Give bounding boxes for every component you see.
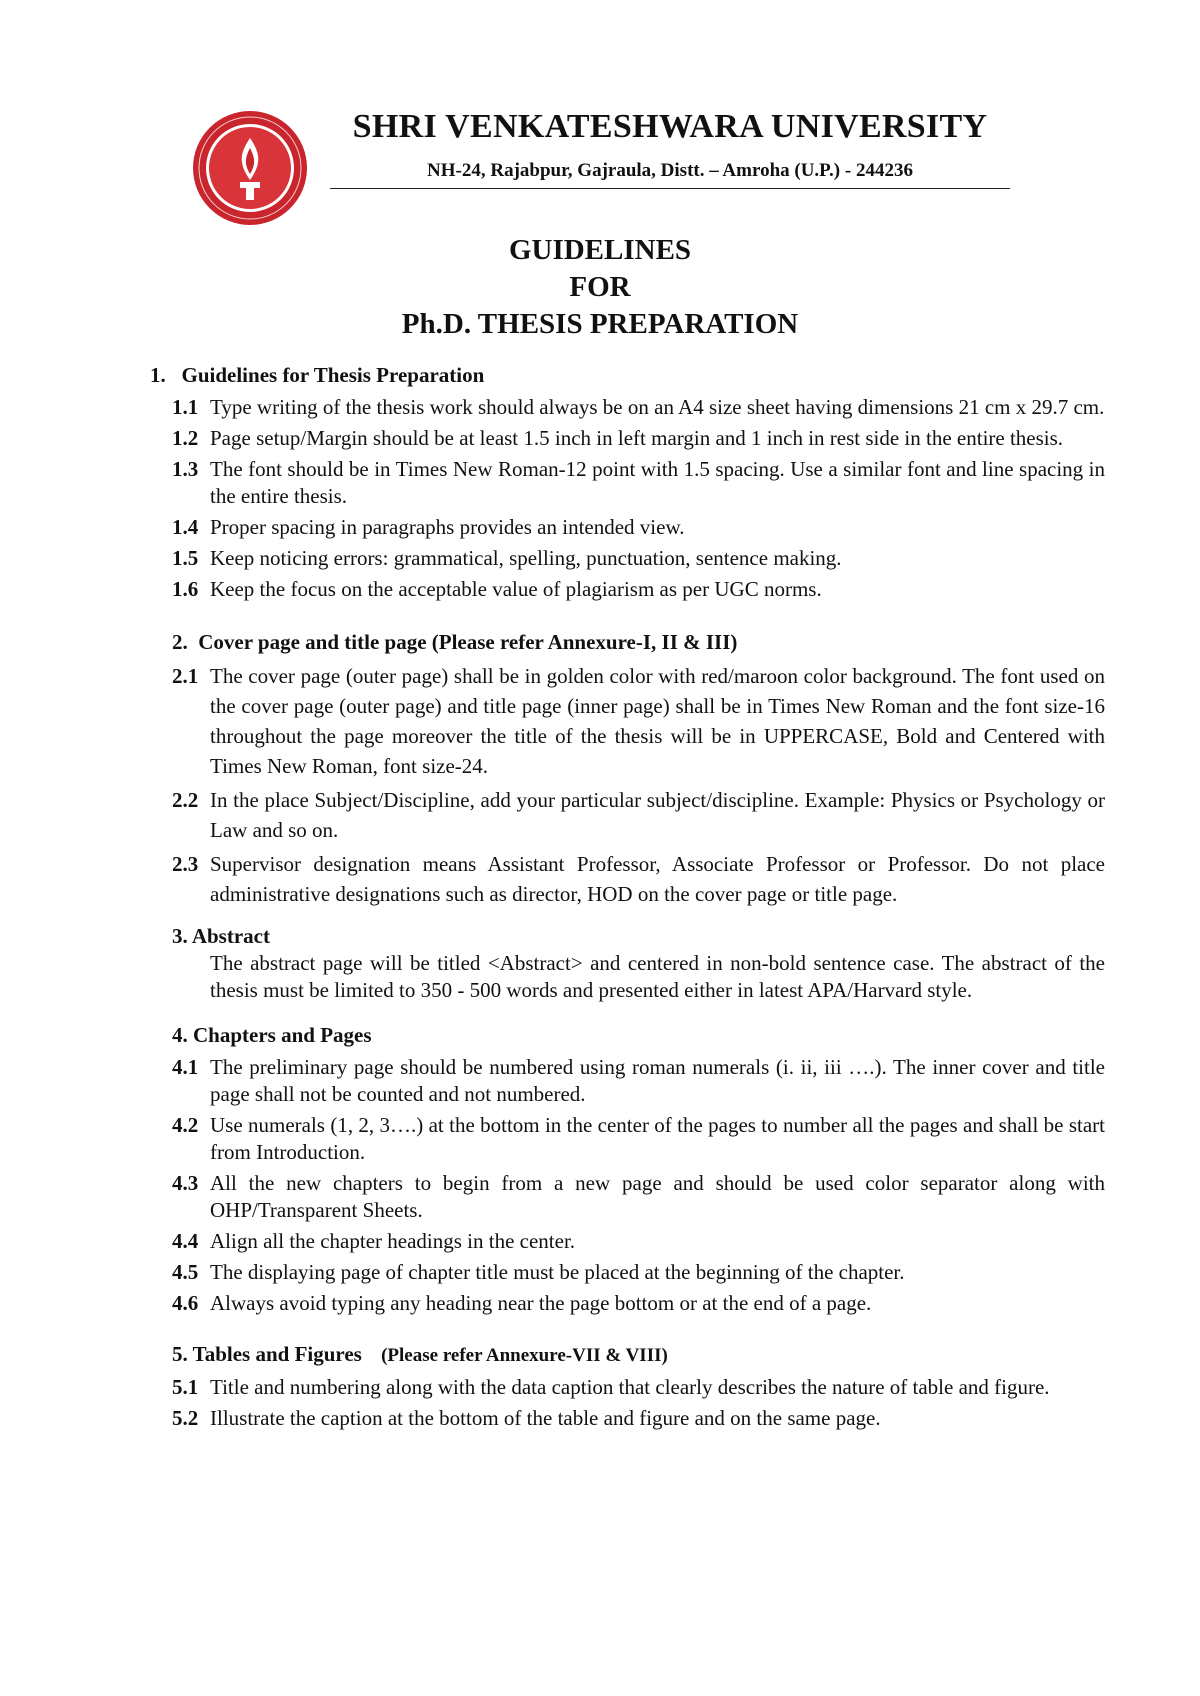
item-text: Always avoid typing any heading near the page bottom or at the end of a page. <box>210 1291 872 1315</box>
item-text: The preliminary page should be numbered using roman numerals (i. ii, iii ….). The inner cover and title page shall not be counted and not numbered. <box>210 1055 1105 1106</box>
section-heading-note: (Please refer Annexure-VII & VIII) <box>381 1345 668 1366</box>
section-heading-title: 5. Tables and Figures <box>172 1342 362 1366</box>
list-item <box>150 661 1105 781</box>
section-heading: 3. Abstract <box>172 924 270 948</box>
item-text: All the new chapters to begin from a new page and should be used color separator along with OHP/Transparent Sheets. <box>210 1171 1105 1222</box>
item-number: 4.5 <box>172 1260 199 1284</box>
item-number: 4.3 <box>172 1171 199 1195</box>
item-number: 1.3 <box>172 457 199 481</box>
list-item <box>150 456 1105 510</box>
item-text: The displaying page of chapter title must be placed at the beginning of the chapter. <box>210 1260 905 1284</box>
section-heading: 2. Cover page and title page (Please refer Annexure-I, II & III) <box>172 630 738 654</box>
list-item <box>150 576 1105 603</box>
item-text: The cover page (outer page) shall be in golden color with red/maroon color background. The font used on the cover page (outer page) and title page (inner page) shall be in Times New Roman and the font size-16 throughout the page moreover the title of the thesis will be in UPPERCASE, Bold and Centered with Times New Roman, font size-24. <box>210 664 1105 778</box>
document-body <box>150 362 1105 1432</box>
section-heading <box>150 1341 1105 1369</box>
document-title <box>0 232 1200 343</box>
item-text: Supervisor designation means Assistant Professor, Associate Professor or Professor. Do not place administrative designations such as director, HOD on the cover page or title page. <box>210 852 1105 906</box>
list-item <box>150 1405 1105 1432</box>
title-line-2: FOR <box>569 271 631 303</box>
item-text: Title and numbering along with the data caption that clearly describes the nature of table and figure. <box>210 1375 1050 1399</box>
section-heading: 1. Guidelines for Thesis Preparation <box>150 363 485 387</box>
item-number: 4.6 <box>172 1291 199 1315</box>
list-item <box>150 394 1105 421</box>
item-text: Type writing of the thesis work should always be on an A4 size sheet having dimensions 21 cm x 29.7 cm. <box>210 395 1105 419</box>
section-heading: 4. Chapters and Pages <box>172 1023 372 1047</box>
section-4 <box>150 1022 1105 1317</box>
item-number: 1.6 <box>172 577 199 601</box>
list-item <box>150 1228 1105 1255</box>
item-text: Align all the chapter headings in the center. <box>210 1229 576 1253</box>
list-item <box>150 545 1105 572</box>
list-item <box>150 514 1105 541</box>
item-number: 5.1 <box>172 1375 199 1399</box>
item-number: 4.1 <box>172 1055 199 1079</box>
section-3 <box>150 923 1105 1004</box>
university-name: SHRI VENKATESHWARA UNIVERSITY <box>352 108 988 145</box>
section-5 <box>150 1341 1105 1432</box>
list-item <box>150 1374 1105 1401</box>
item-number: 1.5 <box>172 546 199 570</box>
document-header <box>190 108 1010 228</box>
item-text: The font should be in Times New Roman-12 point with 1.5 spacing. Use a similar font and line spacing in the entire thesis. <box>210 457 1105 508</box>
item-number: 5.2 <box>172 1406 199 1430</box>
university-address: NH-24, Rajabpur, Gajraula, Distt. – Amroha (U.P.) - 244236 <box>330 160 1010 189</box>
university-seal-logo <box>190 108 310 228</box>
item-text: In the place Subject/Discipline, add your particular subject/discipline. Example: Physics or Psychology or Law and so on. <box>210 788 1105 842</box>
item-text: Use numerals (1, 2, 3….) at the bottom in the center of the pages to number all the pages and shall be start from Introduction. <box>210 1113 1105 1164</box>
item-text: Keep noticing errors: grammatical, spelling, punctuation, sentence making. <box>210 546 842 570</box>
item-text: Page setup/Margin should be at least 1.5 inch in left margin and 1 inch in rest side in the entire thesis. <box>210 426 1064 450</box>
title-line-1: GUIDELINES <box>508 234 692 266</box>
section-1 <box>150 362 1105 603</box>
abstract-paragraph: The abstract page will be titled <Abstract> and centered in non-bold sentence case. The abstract of the thesis must be limited to 350 - 500 words and presented either in latest APA/Harvard style. <box>210 951 1105 1002</box>
item-number: 4.4 <box>172 1229 199 1253</box>
list-item <box>150 425 1105 452</box>
item-number: 2.1 <box>172 664 199 688</box>
item-number: 2.3 <box>172 852 199 876</box>
item-number: 1.4 <box>172 515 199 539</box>
item-number: 1.1 <box>172 395 199 419</box>
list-item <box>150 1259 1105 1286</box>
list-item <box>150 785 1105 845</box>
item-text: Keep the focus on the acceptable value of plagiarism as per UGC norms. <box>210 577 822 601</box>
title-line-3: Ph.D. THESIS PREPARATION <box>401 308 799 340</box>
section-2 <box>150 627 1105 909</box>
item-text: Illustrate the caption at the bottom of the table and figure and on the same page. <box>210 1406 881 1430</box>
list-item <box>150 849 1105 909</box>
list-item <box>150 1170 1105 1224</box>
list-item <box>150 1290 1105 1317</box>
list-item <box>150 1112 1105 1166</box>
item-number: 1.2 <box>172 426 199 450</box>
item-text: Proper spacing in paragraphs provides an intended view. <box>210 515 685 539</box>
item-number: 4.2 <box>172 1113 199 1137</box>
item-number: 2.2 <box>172 788 199 812</box>
list-item <box>150 1054 1105 1108</box>
